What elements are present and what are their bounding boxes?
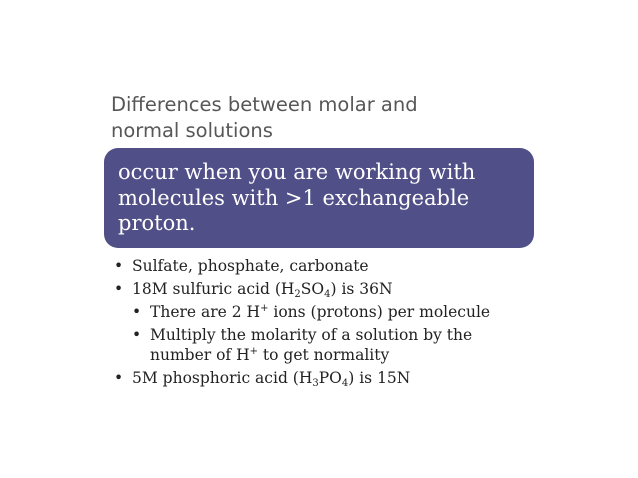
bullet-dot: • [132, 303, 142, 321]
subscript: 4 [324, 289, 331, 300]
bullet-item [114, 368, 544, 388]
sub-bullet-item [114, 302, 544, 322]
bullet-text-part: to get normality [258, 346, 390, 364]
bullet-item [114, 256, 544, 276]
subscript: 3 [312, 378, 319, 389]
bullet-text-part: PO [318, 369, 342, 387]
bullet-list [114, 256, 544, 391]
bullet-dot: • [114, 280, 124, 298]
bullet-text-part: ) is 36N [330, 280, 393, 298]
bullet-dot: • [114, 257, 124, 275]
bullet-text-part: number of H [150, 346, 250, 364]
bullet-text-part: 18M sulfuric acid (H [132, 280, 295, 298]
bullet-text-part: 5M phosphoric acid (H [132, 369, 313, 387]
superscript: + [249, 346, 258, 357]
sub-bullet-item [114, 325, 544, 365]
subscript: 4 [341, 378, 349, 389]
callout-box [104, 148, 534, 248]
callout-text: occur when you are working with molecules with >1 exchangeable proton. [118, 160, 476, 235]
bullet-text: Sulfate, phosphate, carbonate [132, 257, 369, 275]
bullet-text-part: ions (protons) per molecule [268, 303, 491, 321]
bullet-item [114, 279, 544, 299]
bullet-dot: • [132, 326, 142, 344]
slide-title: Differences between molar and normal solutions [111, 93, 418, 142]
bullet-dot: • [114, 369, 124, 387]
bullet-text-part: Multiply the molarity of a solution by the [150, 326, 473, 344]
bullet-text-part: SO [300, 280, 325, 298]
bullet-text-part: ) is 15N [348, 369, 411, 387]
subscript: 2 [294, 289, 301, 300]
superscript: + [260, 303, 269, 314]
bullet-text-part: There are 2 H [150, 303, 261, 321]
